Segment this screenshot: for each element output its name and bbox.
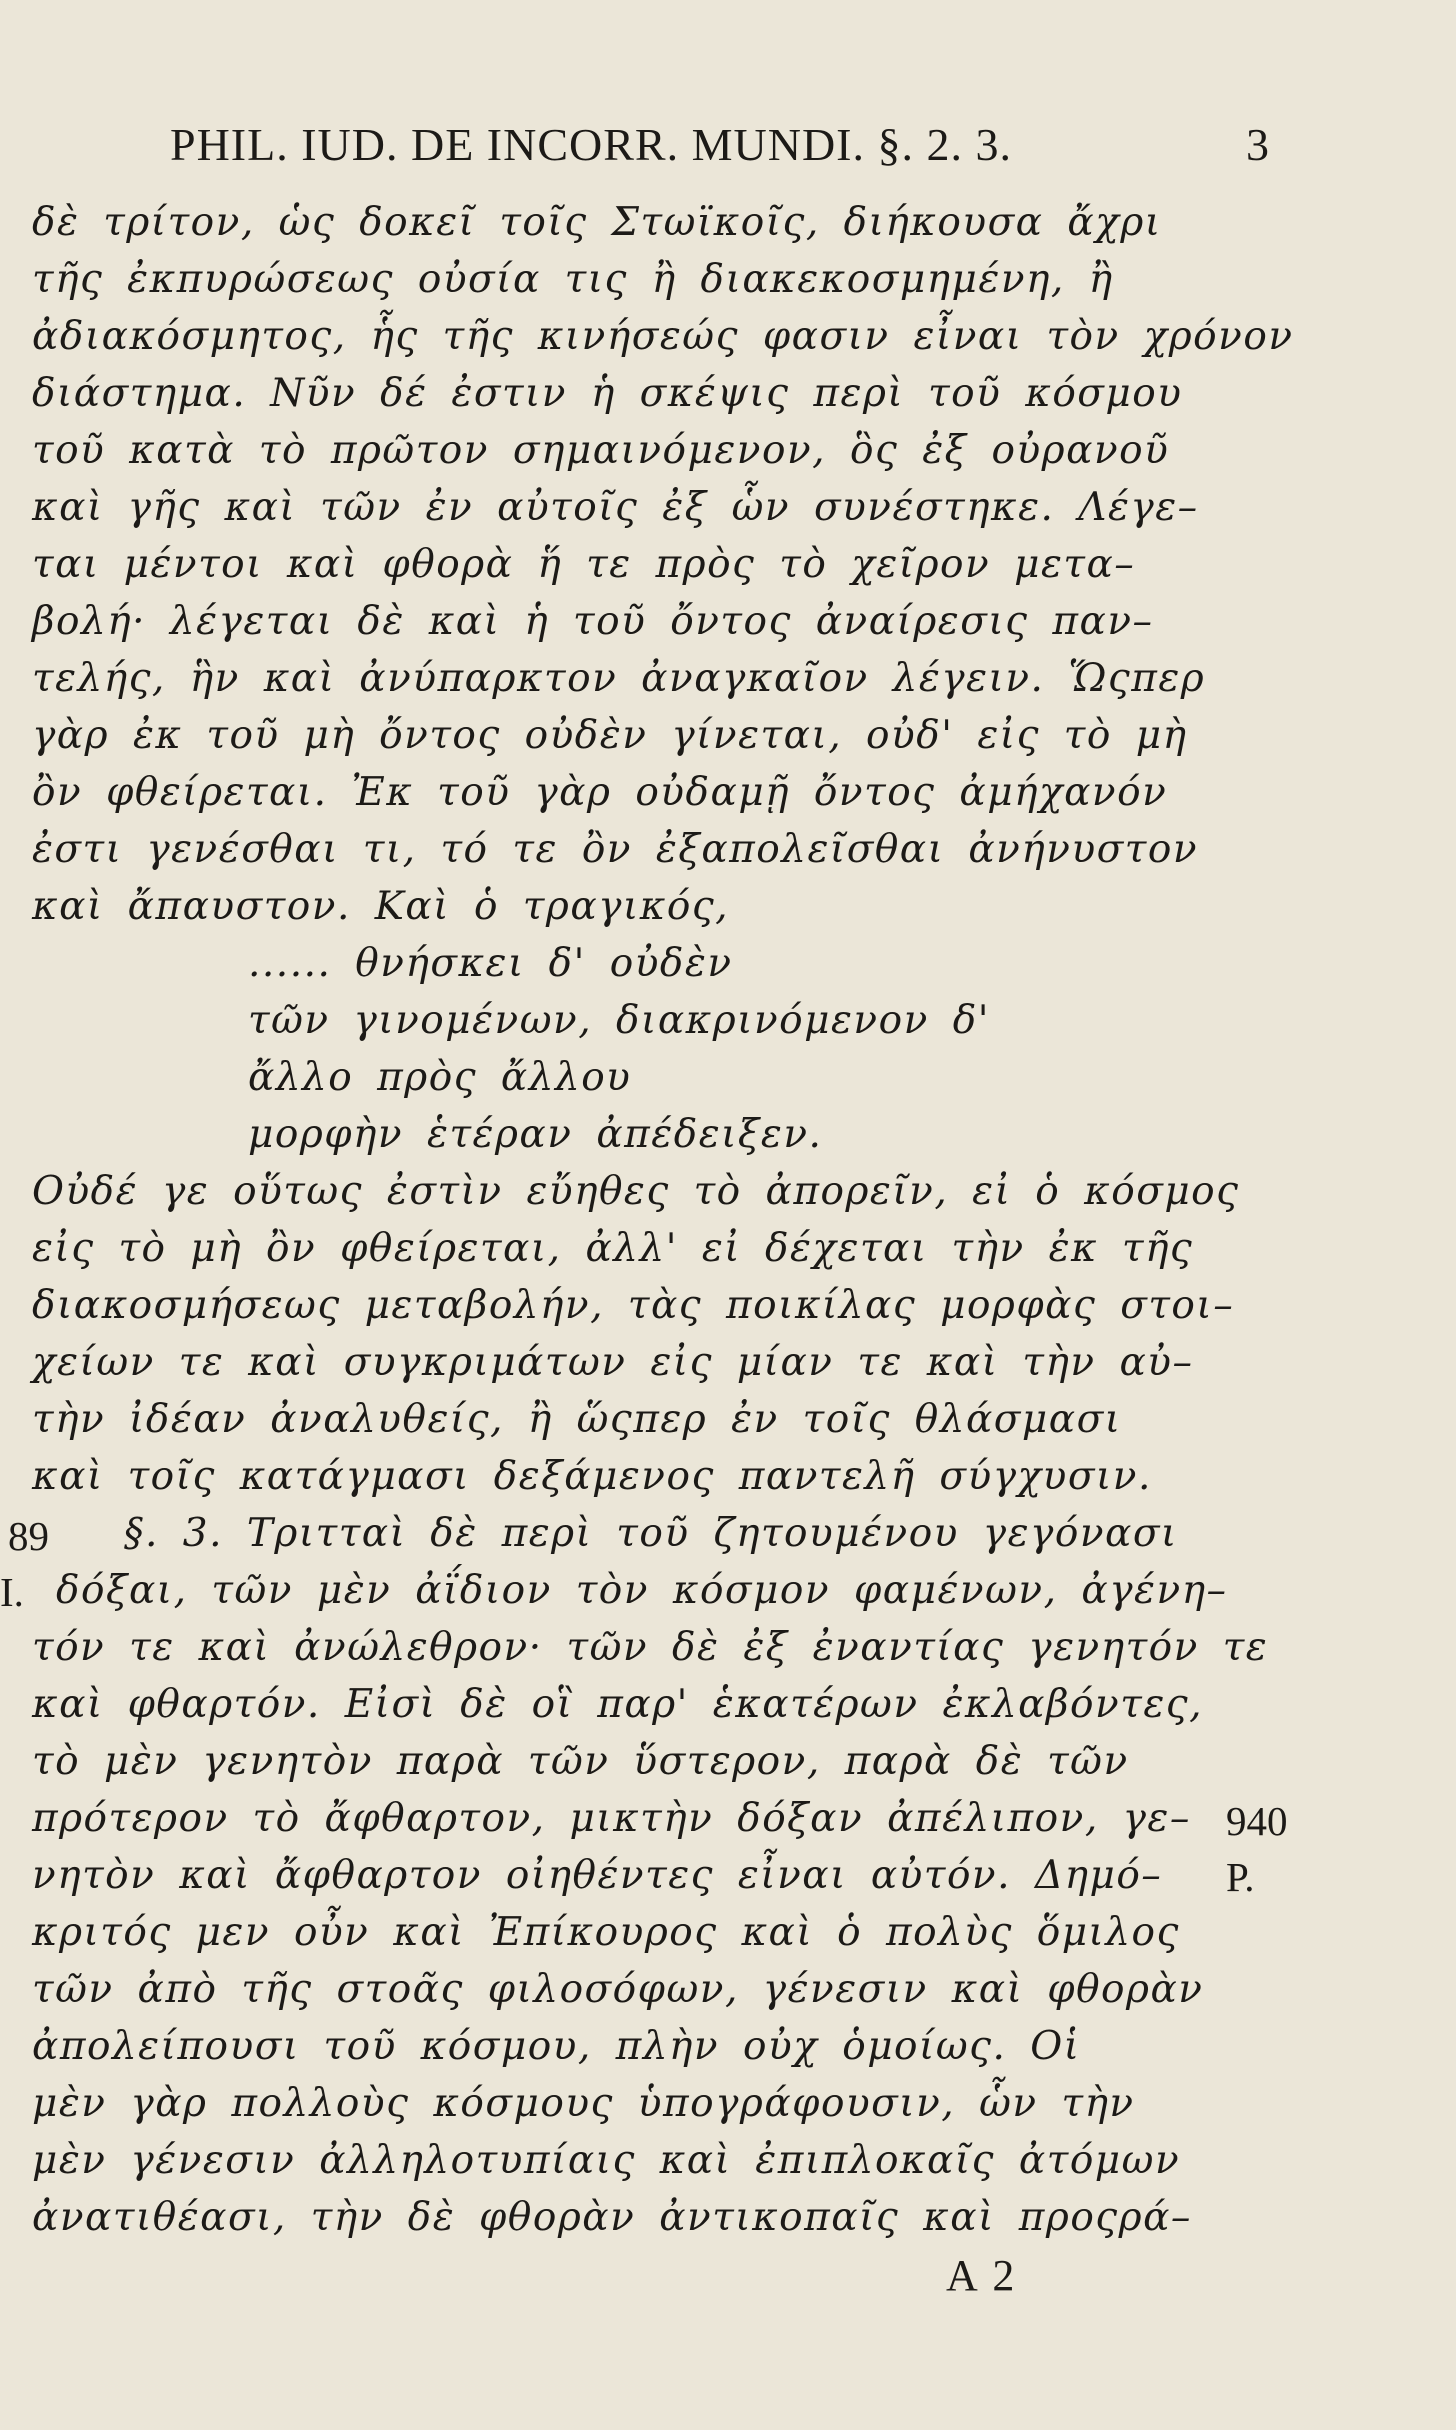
text-line: εἰς τὸ μὴ ὂν φθείρεται, ἀλλ' εἰ δέχεται τὴν ἐκ τῆς bbox=[32, 1226, 1194, 1271]
text-line: Οὐδέ γε οὕτως ἐστὶν εὔηθες τὸ ἀπορεῖν, εἰ ὁ κόσμος bbox=[32, 1169, 1240, 1214]
text-line: ἀδιακόσμητος, ἧς τῆς κινήσεώς φασιν εἶναι τὸν χρόνον bbox=[32, 314, 1294, 359]
text-line: δὲ τρίτον, ὡς δοκεῖ τοῖς Στωϊκοῖς, διήκουσα ἄχρι bbox=[32, 200, 1162, 245]
text-line: καὶ ἄπαυστον. Καὶ ὁ τραγικός, bbox=[32, 884, 730, 929]
section-start-line: §. 3. Τριτταὶ δὲ περὶ τοῦ ζητουμένου γεγόνασι bbox=[124, 1511, 1178, 1556]
margin-number-left: 89 bbox=[8, 1513, 49, 1559]
margin-number-right: 940 bbox=[1226, 1798, 1288, 1844]
verse-line: ἄλλο πρὸς ἄλλου bbox=[248, 1055, 632, 1100]
running-title: PHIL. IUD. DE INCORR. MUNDI. §. 2. 3. bbox=[170, 119, 1012, 170]
text-line: τόν τε καὶ ἀνώλεθρον· τῶν δὲ ἐξ ἐναντίας γενητόν τε bbox=[32, 1625, 1269, 1670]
text-line: νητὸν καὶ ἄφθαρτον οἰηθέντες εἶναι αὐτόν. Δημό– bbox=[32, 1853, 1163, 1898]
text-line: καὶ γῆς καὶ τῶν ἐν αὐτοῖς ἐξ ὧν συνέστηκε. Λέγε– bbox=[32, 485, 1199, 530]
text-line: ται μέντοι καὶ φθορὰ ἥ τε πρὸς τὸ χεῖρον μετα– bbox=[32, 542, 1136, 587]
text-line: γὰρ ἐκ τοῦ μὴ ὄντος οὐδὲν γίνεται, οὐδ' εἰς τὸ μὴ bbox=[32, 713, 1188, 758]
text-line: ἐστι γενέσθαι τι, τό τε ὂν ἐξαπολεῖσθαι ἀνήνυστον bbox=[32, 827, 1199, 872]
text-line: τῶν ἀπὸ τῆς στοᾶς φιλοσόφων, γένεσιν καὶ φθορὰν bbox=[32, 1967, 1204, 2012]
running-header bbox=[0, 118, 1456, 178]
text-line: πρότερον τὸ ἄφθαρτον, μικτὴν δόξαν ἀπέλιπον, γε– bbox=[32, 1796, 1191, 1841]
signature-mark: A 2 bbox=[946, 2251, 1018, 2300]
text-line: τὸ μὲν γενητὸν παρὰ τῶν ὕστερον, παρὰ δὲ τῶν bbox=[32, 1739, 1129, 1784]
margin-number-left: I. bbox=[0, 1569, 24, 1615]
text-line: διακοσμήσεως μεταβολήν, τὰς ποικίλας μορφὰς στοι– bbox=[32, 1283, 1235, 1328]
text-line: τὴν ἰδέαν ἀναλυθείς, ἢ ὥςπερ ἐν τοῖς θλάσμασι bbox=[32, 1397, 1122, 1442]
text-line: καὶ φθαρτόν. Εἰσὶ δὲ οἳ παρ' ἑκατέρων ἐκλαβόντες, bbox=[32, 1682, 1203, 1727]
text-line: δόξαι, τῶν μὲν ἀΐδιον τὸν κόσμον φαμένων, ἀγένη– bbox=[56, 1568, 1228, 1613]
page-number: 3 bbox=[1246, 119, 1270, 170]
text-line: κριτός μεν οὖν καὶ Ἐπίκουρος καὶ ὁ πολὺς ὅμιλος bbox=[32, 1910, 1180, 1955]
verse-line: ...... θνήσκει δ' οὐδὲν bbox=[248, 941, 733, 986]
text-line: διάστημα. Νῦν δέ ἐστιν ἡ σκέψις περὶ τοῦ κόσμου bbox=[32, 371, 1183, 416]
text-line: βολή· λέγεται δὲ καὶ ἡ τοῦ ὄντος ἀναίρεσις παν– bbox=[32, 599, 1154, 644]
text-line: τῆς ἐκπυρώσεως οὐσία τις ἢ διακεκοσμημένη, ἢ bbox=[32, 257, 1114, 302]
text-line: καὶ τοῖς κατάγμασι δεξάμενος παντελῆ σύγχυσιν. bbox=[32, 1454, 1152, 1499]
verse-line: μορφὴν ἑτέραν ἀπέδειξεν. bbox=[248, 1112, 823, 1157]
text-line: μὲν γὰρ πολλοὺς κόσμους ὑπογράφουσιν, ὧν τὴν bbox=[32, 2081, 1135, 2126]
text-line: ὂν φθείρεται. Ἐκ τοῦ γὰρ οὐδαμῇ ὄντος ἀμήχανόν bbox=[32, 770, 1168, 815]
text-line: τελής, ἣν καὶ ἀνύπαρκτον ἀναγκαῖον λέγειν. Ὥςπερ bbox=[32, 656, 1206, 701]
text-line: ἀνατιθέασι, τὴν δὲ φθορὰν ἀντικοπαῖς καὶ προςρά– bbox=[32, 2195, 1192, 2240]
text-line: ἀπολείπουσι τοῦ κόσμου, πλὴν οὐχ ὁμοίως. Οἱ bbox=[32, 2024, 1081, 2069]
text-line: μὲν γένεσιν ἀλληλοτυπίαις καὶ ἐπιπλοκαῖς ἀτόμων bbox=[32, 2138, 1181, 2183]
margin-number-right: P. bbox=[1226, 1854, 1255, 1900]
text-line: τοῦ κατὰ τὸ πρῶτον σημαινόμενον, ὃς ἐξ οὐρανοῦ bbox=[32, 428, 1170, 473]
text-line: χείων τε καὶ συγκριμάτων εἰς μίαν τε καὶ τὴν αὐ– bbox=[32, 1340, 1194, 1385]
verse-line: τῶν γινομένων, διακρινόμενον δ' bbox=[248, 998, 990, 1043]
